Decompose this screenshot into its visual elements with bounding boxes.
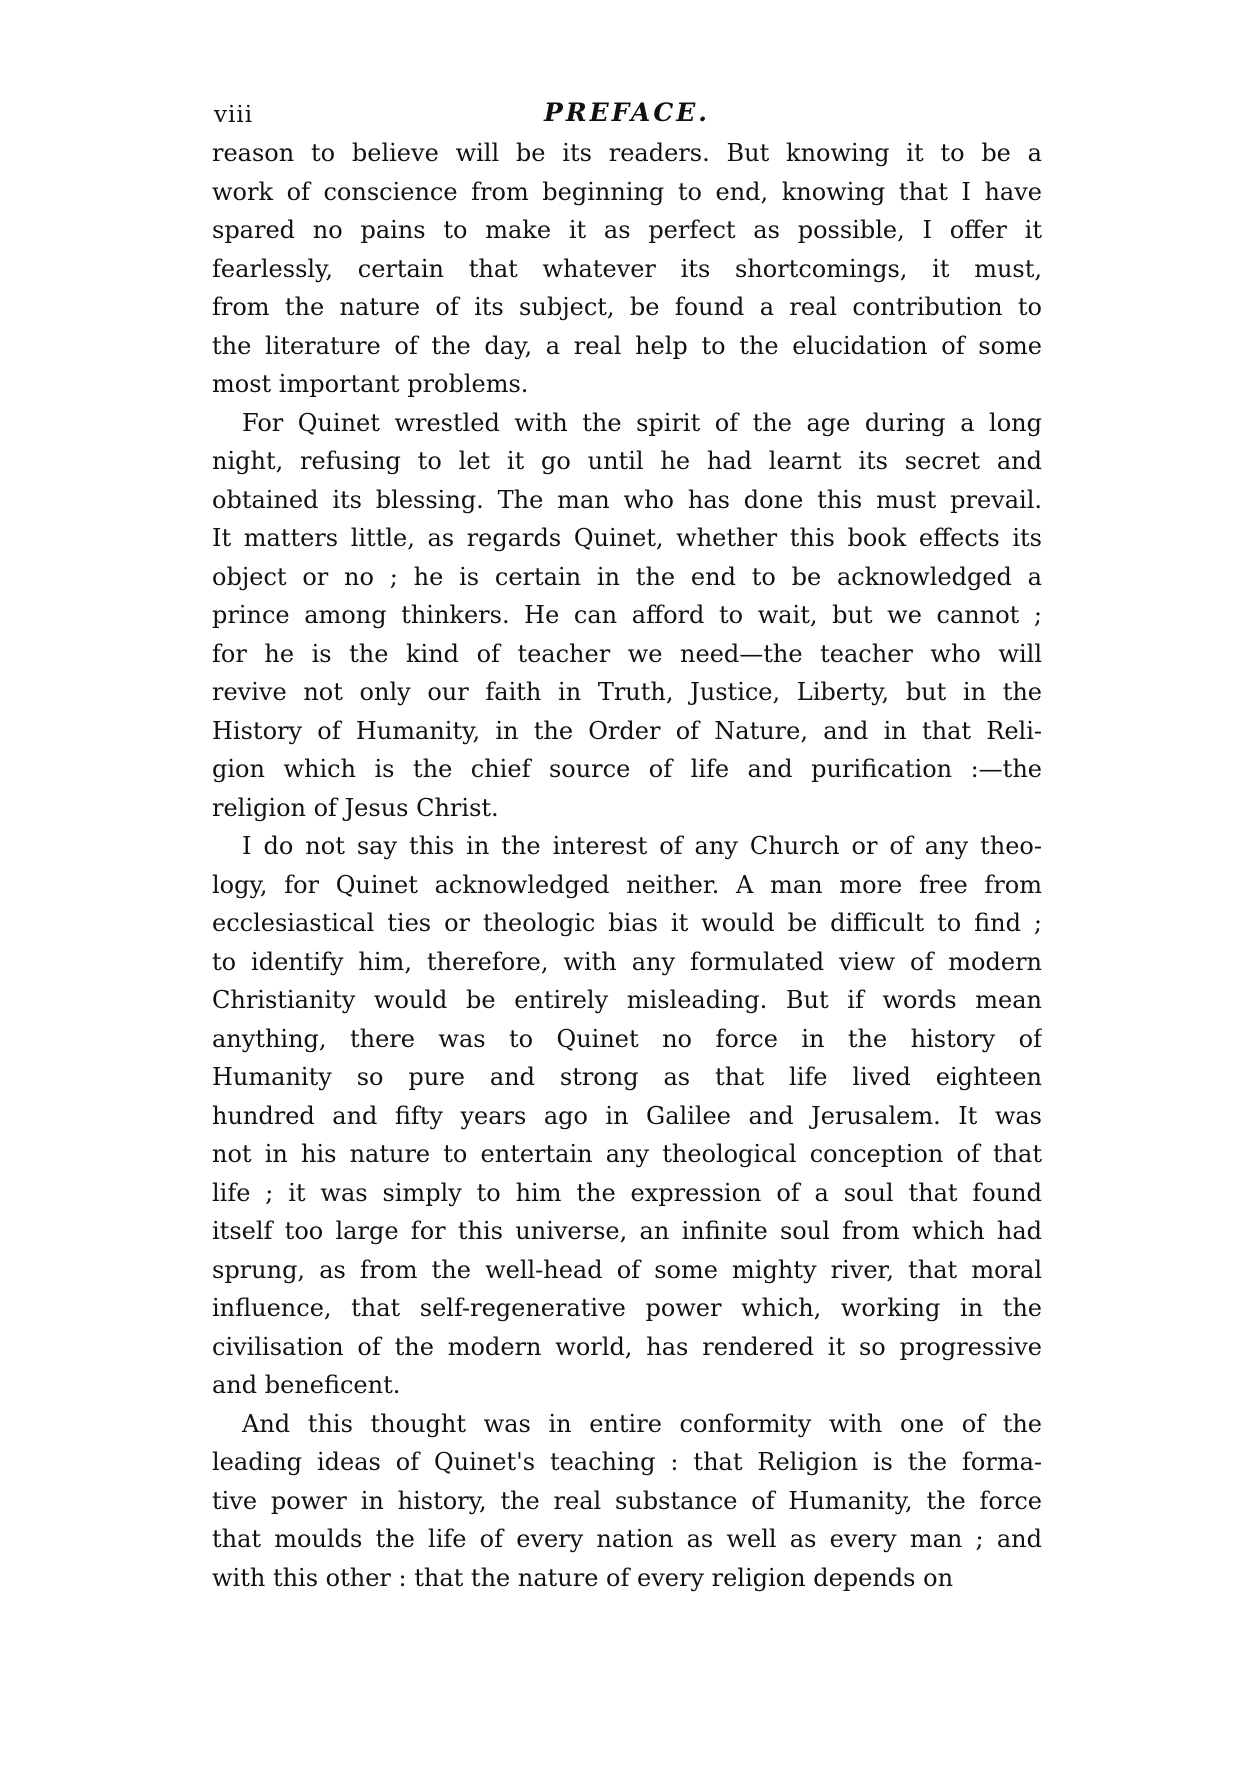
text-line: that moulds the life of every nation as well as every man ; and [212,1525,1042,1553]
text-line: not in his nature to entertain any theological conception of that [212,1140,1042,1168]
text-line: prince among thinkers. He can afford to wait, but we cannot ; [212,601,1042,629]
text-line: gion which is the chief source of life and purification :—the [212,755,1042,783]
text-line: object or no ; he is certain in the end to be acknowledged a [212,562,1042,591]
text-line: with this other : that the nature of every religion depends on [212,1563,954,1592]
text-line: sprung, as from the well-head of some mighty river, that moral [212,1255,1042,1284]
text-line: tive power in history, the real substance of Humanity, the force [212,1486,1042,1515]
book-page [212,90,1042,1597]
text-line: spared no pains to make it as perfect as possible, I offer it [212,216,1042,244]
text-line: And this thought was in entire conformity with one of the [242,1409,1042,1438]
text-line: hundred and fifty years ago in Galilee and Jerusalem. It was [212,1101,1042,1130]
text-line: revive not only our faith in Truth, Justice, Liberty, but in the [212,678,1042,706]
text-line: influence, that self-regenerative power which, working in the [212,1294,1042,1322]
running-head [212,90,1042,134]
text-line: Humanity so pure and strong as that life lived eighteen [212,1063,1042,1091]
text-line: Christianity would be entirely misleading. But if words mean [212,986,1042,1014]
text-line: to identify him, therefore, with any formulated view of modern [212,947,1042,976]
text-line: from the nature of its subject, be found a real contribution to [212,293,1042,321]
paragraph [212,827,1042,1405]
text-line: leading ideas of Quinet's teaching : that Religion is the forma- [212,1448,1042,1476]
text-line: life ; it was simply to him the expression of a soul that found [212,1178,1042,1207]
running-head-title: PREFACE. [544,98,710,127]
text-line: religion of Jesus Christ. [212,793,499,822]
page-number: viii [214,102,254,128]
paragraph [212,404,1042,828]
text-line: ecclesiastical ties or theologic bias it would be difficult to find ; [212,909,1042,937]
paragraph [212,1405,1042,1598]
text-line: History of Humanity, in the Order of Nature, and in that Reli- [212,716,1042,745]
paragraph [212,134,1042,404]
text-line: civilisation of the modern world, has rendered it so progressive [212,1332,1042,1361]
text-line: For Quinet wrestled with the spirit of the age during a long [242,408,1042,437]
text-line: reason to believe will be its readers. But knowing it to be a [212,139,1042,167]
text-line: and beneficent. [212,1371,401,1399]
text-line: for he is the kind of teacher we need—the teacher who will [212,639,1042,668]
body-text [212,134,1042,1597]
text-line: night, refusing to let it go until he had learnt its secret and [212,447,1042,475]
text-line: the literature of the day, a real help to the elucidation of some [212,331,1042,360]
text-line: itself too large for this universe, an infinite soul from which had [212,1217,1042,1245]
text-line: It matters little, as regards Quinet, whether this book effects its [212,524,1042,552]
text-line: anything, there was to Quinet no force in the history of [212,1024,1042,1053]
text-line: fearlessly, certain that whatever its shortcomings, it must, [212,254,1042,283]
text-line: most important problems. [212,370,529,398]
text-line: I do not say this in the interest of any Church or of any theo- [242,832,1042,860]
text-line: work of conscience from beginning to end, knowing that I have [212,177,1042,206]
text-line: logy, for Quinet acknowledged neither. A man more free from [212,870,1042,899]
text-line: obtained its blessing. The man who has done this must prevail. [212,485,1042,514]
